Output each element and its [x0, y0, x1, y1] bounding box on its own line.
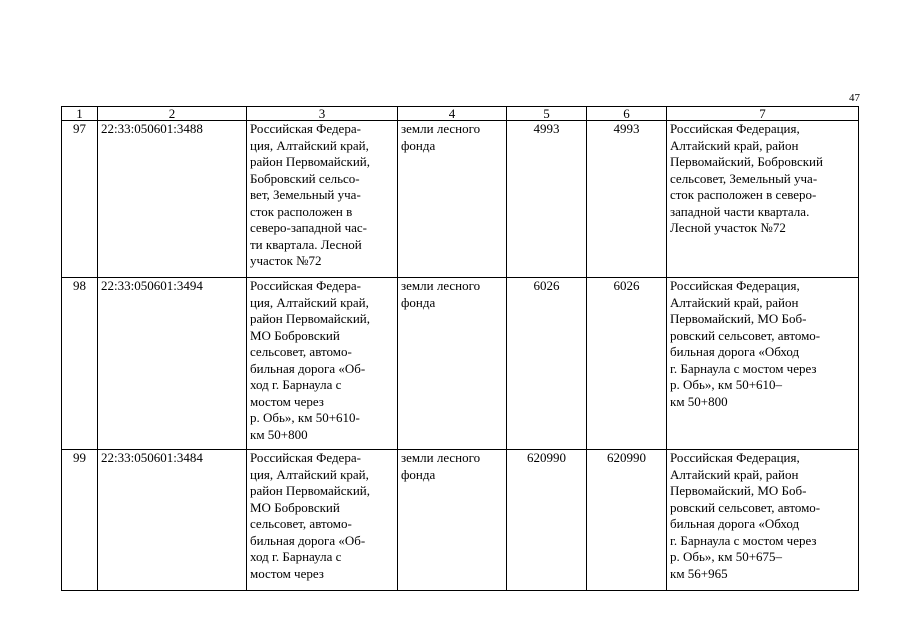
location-line: ция, Алтайский край, — [250, 294, 369, 310]
location-line: сток расположен в — [250, 203, 353, 219]
category-line: фонда — [401, 294, 436, 310]
area-value: 4993 — [587, 121, 667, 278]
location-line: бильная дорога «Об- — [250, 532, 366, 548]
address-line: Алтайский край, район — [670, 466, 799, 482]
cadastral-number: 22:33:050601:3488 — [98, 121, 247, 278]
category-line: земли лесного — [401, 121, 481, 136]
row-number: 99 — [62, 450, 98, 591]
land-category-cell — [398, 450, 507, 591]
location-line: ция, Алтайский край, — [250, 137, 369, 153]
location-line: ция, Алтайский край, — [250, 466, 369, 482]
table-row — [62, 450, 859, 591]
location-line: район Первомайский, — [250, 154, 371, 169]
area-value: 620990 — [507, 450, 587, 591]
address-line: сельсовет, Земельный уча- — [670, 170, 818, 186]
address-line: р. Обь», км 50+675– — [670, 549, 783, 564]
address-line: сток расположен в северо- — [670, 187, 817, 202]
header-cell: 2 — [98, 107, 247, 121]
address-line: ровский сельсовет, автомо- — [670, 327, 821, 343]
address-cell — [667, 278, 859, 450]
location-line: район Первомайский, — [250, 483, 371, 498]
address-line: Первомайский, МО Боб- — [670, 311, 807, 326]
row-number: 97 — [62, 121, 98, 278]
land-category-cell — [398, 278, 507, 450]
address-line: Первомайский, МО Боб- — [670, 483, 807, 498]
table-row — [62, 278, 859, 450]
address-line: Российская Федерация, — [670, 121, 800, 136]
cadastral-number: 22:33:050601:3494 — [98, 278, 247, 450]
address-line: бильная дорога «Обход — [670, 344, 800, 359]
address-line: западной части квартала. — [670, 203, 810, 219]
area-value: 6026 — [507, 278, 587, 450]
area-value: 4993 — [507, 121, 587, 278]
location-line: Российская Федера- — [250, 278, 361, 293]
area-value: 6026 — [587, 278, 667, 450]
location-line: МО Бобровский — [250, 499, 340, 515]
address-line: Лесной участок №72 — [670, 220, 786, 235]
location-cell — [247, 278, 398, 450]
header-cell: 6 — [587, 107, 667, 121]
address-line: бильная дорога «Обход — [670, 516, 800, 531]
header-cell: 5 — [507, 107, 587, 121]
location-line: км 50+800 — [250, 426, 308, 442]
location-line: район Первомайский, — [250, 311, 371, 326]
address-line: ровский сельсовет, автомо- — [670, 499, 821, 515]
header-cell: 7 — [667, 107, 859, 121]
location-line: северо-западной час- — [250, 220, 368, 235]
category-line: фонда — [401, 137, 436, 153]
header-cell: 4 — [398, 107, 507, 121]
location-line: МО Бобровский — [250, 327, 340, 343]
cadastral-number: 22:33:050601:3484 — [98, 450, 247, 591]
location-line: ход г. Барнаула с — [250, 549, 342, 564]
area-value: 620990 — [587, 450, 667, 591]
location-line: мостом через — [250, 393, 324, 409]
address-line: Алтайский край, район — [670, 137, 799, 153]
location-cell — [247, 121, 398, 278]
location-line: ти квартала. Лесной — [250, 236, 362, 252]
address-line: км 56+965 — [670, 565, 728, 581]
location-line: вет, Земельный уча- — [250, 187, 361, 202]
address-line: Российская Федерация, — [670, 278, 800, 293]
location-line: ход г. Барнаула с — [250, 377, 342, 392]
header-cell: 3 — [247, 107, 398, 121]
location-line: р. Обь», км 50+610- — [250, 410, 360, 425]
page-number: 47 — [849, 92, 860, 104]
location-line: Российская Федера- — [250, 450, 361, 465]
location-line: сельсовет, автомо- — [250, 344, 352, 359]
address-line: Первомайский, Бобровский — [670, 154, 823, 169]
address-line: г. Барнаула с мостом через — [670, 360, 817, 376]
category-line: фонда — [401, 466, 436, 482]
row-number: 98 — [62, 278, 98, 450]
address-line: р. Обь», км 50+610– — [670, 377, 783, 392]
address-cell — [667, 450, 859, 591]
land-category-cell — [398, 121, 507, 278]
location-line: Бобровский сельсо- — [250, 170, 360, 186]
location-line: бильная дорога «Об- — [250, 360, 366, 376]
header-cell: 1 — [62, 107, 98, 121]
table-header-row — [62, 107, 859, 121]
location-line: сельсовет, автомо- — [250, 516, 352, 531]
address-cell — [667, 121, 859, 278]
table-row — [62, 121, 859, 278]
location-line: Российская Федера- — [250, 121, 361, 136]
address-line: Алтайский край, район — [670, 294, 799, 310]
land-registry-table — [61, 106, 859, 591]
location-line: мостом через — [250, 565, 324, 581]
address-line: км 50+800 — [670, 393, 728, 409]
address-line: г. Барнаула с мостом через — [670, 532, 817, 548]
location-cell — [247, 450, 398, 591]
address-line: Российская Федерация, — [670, 450, 800, 465]
category-line: земли лесного — [401, 278, 481, 293]
location-line: участок №72 — [250, 253, 322, 268]
category-line: земли лесного — [401, 450, 481, 465]
